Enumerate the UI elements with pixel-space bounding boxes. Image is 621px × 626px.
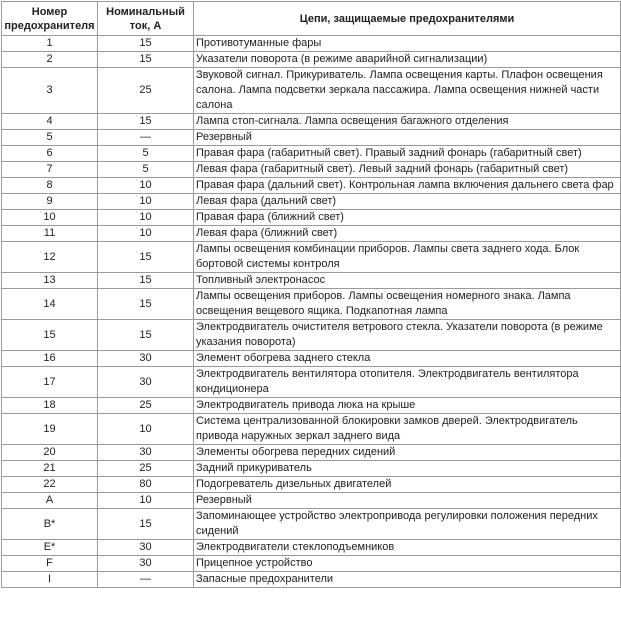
rated-current-cell: 10 — [98, 493, 194, 509]
circuit-description-cell: Звуковой сигнал. Прикуриватель. Лампа освещения карты. Плафон освещения салона. Лампа подсветки зеркала пассажира. Лампа освещения нижней части салона — [194, 68, 621, 114]
table-row — [2, 445, 621, 461]
fuse-number-cell: 16 — [2, 351, 98, 367]
header-rated-current: Номинальный ток, А — [98, 2, 194, 36]
table-row — [2, 320, 621, 351]
fuse-number-cell: 1 — [2, 36, 98, 52]
table-header-row — [2, 2, 621, 36]
rated-current-cell: 10 — [98, 194, 194, 210]
rated-current-cell: 30 — [98, 556, 194, 572]
rated-current-cell: 30 — [98, 445, 194, 461]
fuse-number-cell: 11 — [2, 226, 98, 242]
table-row — [2, 556, 621, 572]
header-protected-circuits: Цепи, защищаемые предохранителями — [194, 2, 621, 36]
rated-current-cell: 5 — [98, 146, 194, 162]
circuit-description-cell: Электродвигатель очистителя ветрового стекла. Указатели поворота (в режиме указания поворота) — [194, 320, 621, 351]
circuit-description-cell: Лампы освещения приборов. Лампы освещения номерного знака. Лампа освещения вещевого ящика. Подкапотная лампа — [194, 289, 621, 320]
circuit-description-cell: Электродвигатель вентилятора отопителя. Электродвигатель вентилятора кондиционера — [194, 367, 621, 398]
table-row — [2, 289, 621, 320]
rated-current-cell: 10 — [98, 178, 194, 194]
rated-current-cell: 25 — [98, 398, 194, 414]
circuit-description-cell: Система централизованной блокировки замков дверей. Электродвигатель привода наружных зеркал заднего вида — [194, 414, 621, 445]
table-row — [2, 461, 621, 477]
table-row — [2, 146, 621, 162]
fuse-table — [1, 1, 621, 588]
table-row — [2, 414, 621, 445]
rated-current-cell: 15 — [98, 509, 194, 540]
fuse-number-cell: 4 — [2, 114, 98, 130]
table-row — [2, 540, 621, 556]
circuit-description-cell: Задний прикуриватель — [194, 461, 621, 477]
fuse-number-cell: A — [2, 493, 98, 509]
circuit-description-cell: Лампы освещения комбинации приборов. Лампы света заднего хода. Блок бортовой системы контроля — [194, 242, 621, 273]
fuse-number-cell: B* — [2, 509, 98, 540]
table-row — [2, 130, 621, 146]
table-row — [2, 68, 621, 114]
table-row — [2, 36, 621, 52]
table-row — [2, 493, 621, 509]
table-row — [2, 210, 621, 226]
circuit-description-cell: Правая фара (габаритный свет). Правый задний фонарь (габаритный свет) — [194, 146, 621, 162]
rated-current-cell: 10 — [98, 210, 194, 226]
fuse-number-cell: 10 — [2, 210, 98, 226]
rated-current-cell: 10 — [98, 226, 194, 242]
rated-current-cell: 30 — [98, 540, 194, 556]
fuse-number-cell: 20 — [2, 445, 98, 461]
rated-current-cell: 15 — [98, 52, 194, 68]
circuit-description-cell: Правая фара (дальний свет). Контрольная лампа включения дальнего света фар — [194, 178, 621, 194]
rated-current-cell: 15 — [98, 273, 194, 289]
fuse-number-cell: 2 — [2, 52, 98, 68]
fuse-number-cell: 9 — [2, 194, 98, 210]
circuit-description-cell: Топливный электронасос — [194, 273, 621, 289]
table-row — [2, 52, 621, 68]
fuse-number-cell: 17 — [2, 367, 98, 398]
header-fuse-number: Номер предохранителя — [2, 2, 98, 36]
circuit-description-cell: Запоминающее устройство электропривода регулировки положения передних сидений — [194, 509, 621, 540]
table-row — [2, 194, 621, 210]
circuit-description-cell: Левая фара (габаритный свет). Левый задний фонарь (габаритный свет) — [194, 162, 621, 178]
fuse-number-cell: 18 — [2, 398, 98, 414]
rated-current-cell: 15 — [98, 114, 194, 130]
rated-current-cell: 15 — [98, 320, 194, 351]
circuit-description-cell: Лампа стоп-сигнала. Лампа освещения багажного отделения — [194, 114, 621, 130]
fuse-number-cell: E* — [2, 540, 98, 556]
table-row — [2, 242, 621, 273]
table-row — [2, 162, 621, 178]
fuse-number-cell: 8 — [2, 178, 98, 194]
rated-current-cell: 30 — [98, 351, 194, 367]
table-row — [2, 509, 621, 540]
circuit-description-cell: Элементы обогрева передних сидений — [194, 445, 621, 461]
fuse-number-cell: 15 — [2, 320, 98, 351]
rated-current-cell: 15 — [98, 242, 194, 273]
rated-current-cell: 15 — [98, 289, 194, 320]
table-row — [2, 351, 621, 367]
rated-current-cell: 25 — [98, 68, 194, 114]
fuse-number-cell: 6 — [2, 146, 98, 162]
rated-current-cell: 25 — [98, 461, 194, 477]
table-body — [2, 36, 621, 588]
fuse-number-cell: 19 — [2, 414, 98, 445]
circuit-description-cell: Запасные предохранители — [194, 572, 621, 588]
fuse-number-cell: 21 — [2, 461, 98, 477]
circuit-description-cell: Резервный — [194, 130, 621, 146]
fuse-number-cell: 5 — [2, 130, 98, 146]
circuit-description-cell: Правая фара (ближний свет) — [194, 210, 621, 226]
circuit-description-cell: Подогреватель дизельных двигателей — [194, 477, 621, 493]
circuit-description-cell: Прицепное устройство — [194, 556, 621, 572]
circuit-description-cell: Левая фара (ближний свет) — [194, 226, 621, 242]
rated-current-cell: 30 — [98, 367, 194, 398]
rated-current-cell: 10 — [98, 414, 194, 445]
fuse-number-cell: I — [2, 572, 98, 588]
fuse-number-cell: 3 — [2, 68, 98, 114]
table-row — [2, 178, 621, 194]
fuse-number-cell: 7 — [2, 162, 98, 178]
circuit-description-cell: Левая фара (дальний свет) — [194, 194, 621, 210]
rated-current-cell: — — [98, 572, 194, 588]
table-row — [2, 367, 621, 398]
circuit-description-cell: Указатели поворота (в режиме аварийной сигнализации) — [194, 52, 621, 68]
table-row — [2, 114, 621, 130]
table-row — [2, 273, 621, 289]
fuse-number-cell: 22 — [2, 477, 98, 493]
circuit-description-cell: Противотуманные фары — [194, 36, 621, 52]
fuse-number-cell: 13 — [2, 273, 98, 289]
table-row — [2, 398, 621, 414]
fuse-number-cell: F — [2, 556, 98, 572]
table-row — [2, 477, 621, 493]
circuit-description-cell: Электродвигатель привода люка на крыше — [194, 398, 621, 414]
table-row — [2, 572, 621, 588]
rated-current-cell: — — [98, 130, 194, 146]
circuit-description-cell: Резервный — [194, 493, 621, 509]
circuit-description-cell: Элемент обогрева заднего стекла — [194, 351, 621, 367]
circuit-description-cell: Электродвигатели стеклоподъемников — [194, 540, 621, 556]
rated-current-cell: 5 — [98, 162, 194, 178]
rated-current-cell: 80 — [98, 477, 194, 493]
fuse-number-cell: 14 — [2, 289, 98, 320]
table-row — [2, 226, 621, 242]
rated-current-cell: 15 — [98, 36, 194, 52]
fuse-number-cell: 12 — [2, 242, 98, 273]
